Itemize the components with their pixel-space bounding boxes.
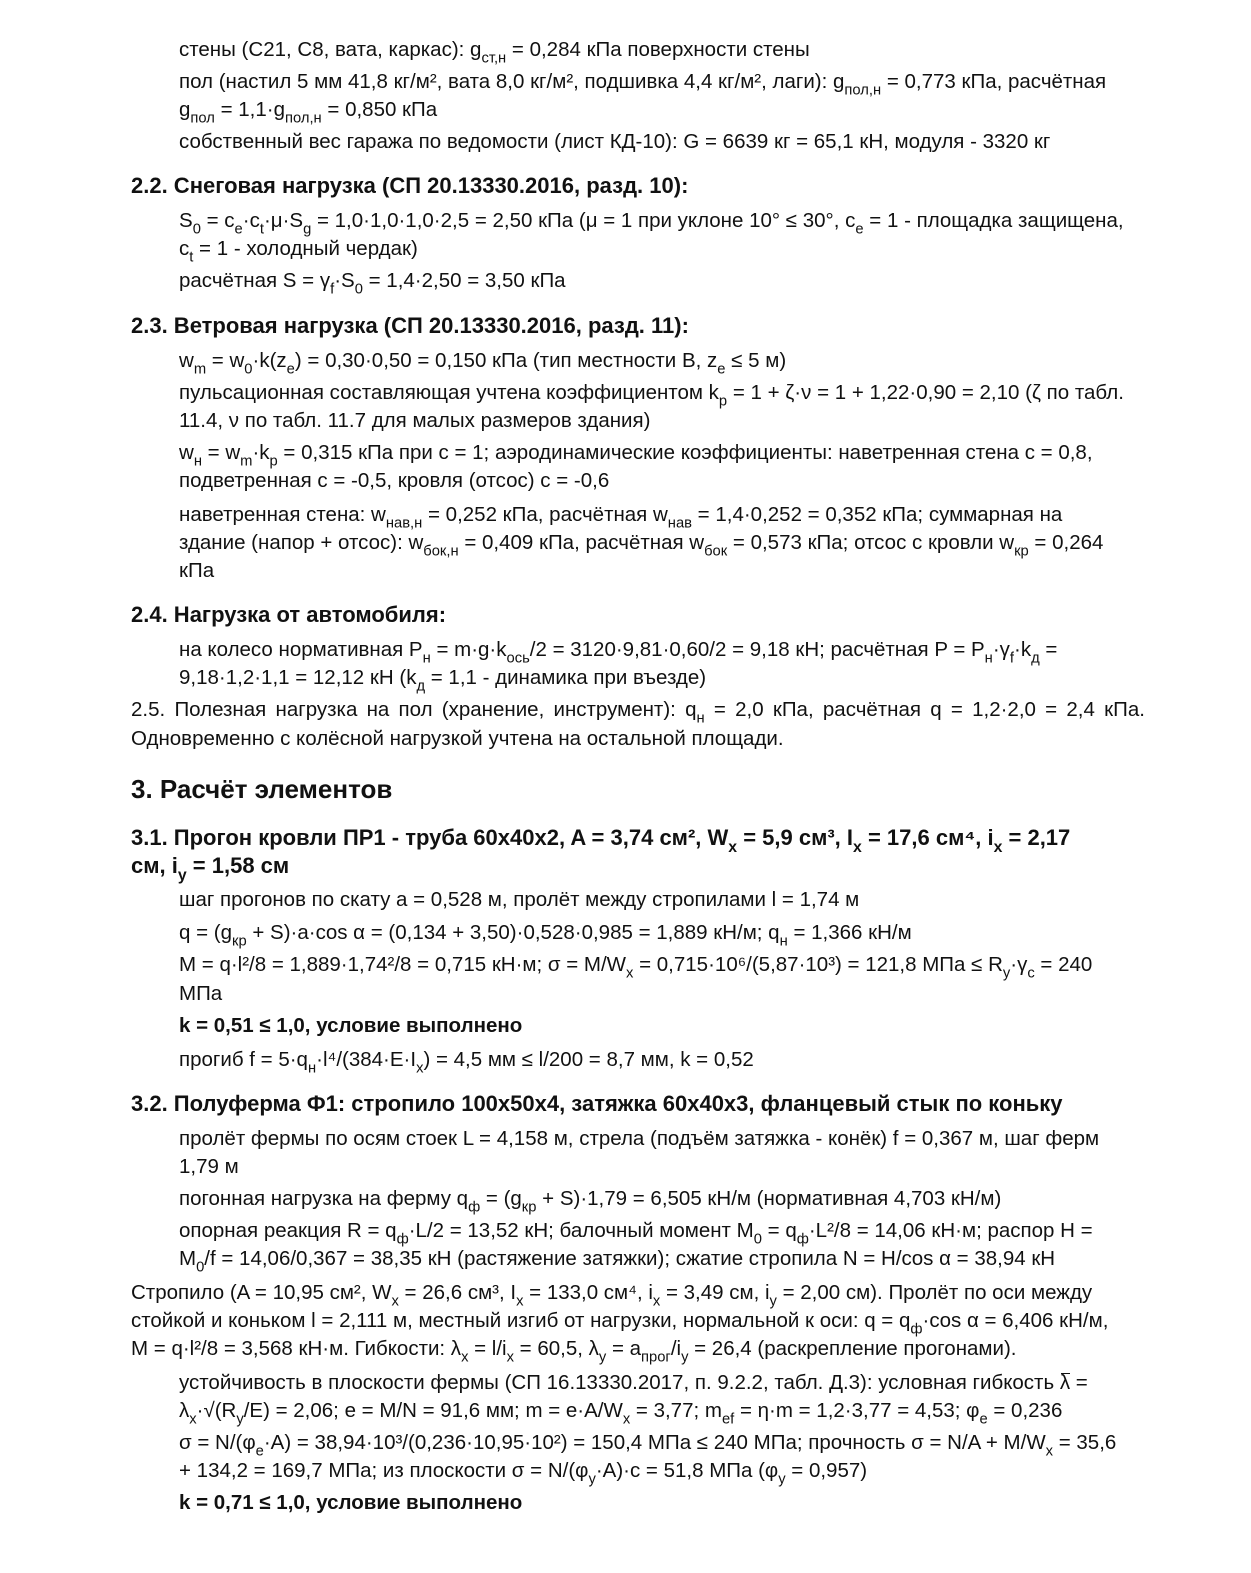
walls-load-line [179,38,810,67]
text-run: + 134,2 = 169,7 МПа; из плоскости σ = N/(φ [179,1459,589,1482]
stability-line-4 [179,1459,868,1488]
text-run: M [179,1247,197,1270]
subscript: x [189,1411,197,1428]
purlin-line-3 [179,953,1093,982]
text-run: /i [670,1337,682,1360]
text-run: = 0,573 кПа; отсос с кровли w [727,531,1015,554]
wind-line-8: кПа [179,559,215,582]
rafter-paragraph-line-1 [131,1281,1093,1310]
text-run: опорная реакция R = q [179,1219,397,1242]
text-run: ·cos α = 6,406 кН/м, [922,1309,1109,1332]
text-run: Стропило (A = 10,95 см², W [131,1281,392,1304]
text-run: = l/i [468,1337,507,1360]
subscript: x [391,1293,399,1310]
text-run: w [179,441,194,464]
text-run: ·L/2 = 13,52 кН; балочный момент M [408,1219,754,1242]
rafter-paragraph-line-3 [131,1337,1017,1366]
text-run: см, i [131,853,178,878]
purlin-line-1: шаг прогонов по скату a = 0,528 м, пролёт между стропилами l = 1,74 м [179,888,860,911]
word: q [930,698,942,721]
subscript: m [240,453,253,470]
text-run: = 0,315 кПа при c = 1; аэродинамические коэффициенты: наветренная стена c = 0,8, [277,441,1093,464]
subscript: y [177,867,187,885]
subscript: e [855,221,864,238]
subscript: н [193,453,202,470]
subscript: 0 [753,1231,762,1248]
text-run: = 0,284 кПа поверхности стены [506,38,810,61]
stability-line-1 [179,1371,1088,1395]
text-run: = w [201,441,241,464]
text-run: = 1 - площадка защищена, [863,209,1124,232]
text-run: λ [179,1399,190,1422]
subscript: y [598,1349,607,1366]
text-run: = 0,236 [987,1399,1063,1422]
subscript: c [1027,965,1035,982]
subscript: н [422,650,431,667]
subscript: пол [190,110,215,127]
subscript: кр [232,933,247,950]
text-run: ·A)·c = 51,8 МПа (φ [595,1459,779,1482]
wind-line-6 [179,503,1063,532]
subscript: x [1045,1443,1054,1460]
text-run: на колесо нормативная P [179,638,423,661]
subscript: f [1009,650,1015,667]
purlin-heading-2 [131,852,290,885]
text-run: w [179,349,194,372]
text-run: ·c [242,209,260,232]
text-run: = 3,77; m [630,1399,722,1422]
text-run: ·γ [992,638,1010,661]
text-run: пол (настил 5 мм 41,8 кг/м², вата 8,0 кг/м², подшивка 4,4 кг/м², лаги): g [179,70,845,93]
word: 1,2·2,0 [972,698,1036,721]
section-3-heading: 3. Расчёт элементов [131,774,393,804]
subscript: e [234,221,243,238]
subscript: ф [796,1231,809,1248]
text-run: = 0,715·10⁶/(5,87·10³) = 121,8 МПа ≤ R [633,953,1003,976]
text-run: ·k [1014,638,1032,661]
subscript: y [769,1293,777,1310]
text-run: = [1070,1371,1088,1394]
stability-line-3 [179,1431,1117,1460]
subscript: прог [641,1349,671,1366]
word: 2,0 [735,698,764,721]
subscript: ef [721,1411,735,1428]
text-run: = 2,00 см). Пролёт по оси между [776,1281,1093,1304]
text-run: = 17,6 см⁴, i [861,825,994,850]
subscript: e [979,1411,988,1428]
subscript: x [516,1293,524,1310]
text-run: = 1,4·0,252 = 0,352 кПа; суммарная на [691,503,1063,526]
subscript: x [626,965,634,982]
floor-design-line [179,98,438,127]
text-run: расчётная S = γ [179,269,331,292]
subscript: бок,н [423,543,459,560]
text-run: 3.1. Прогон кровли ПР1 - труба 60x40x2, A = 3,74 см², W [131,825,729,850]
text-run: 9,18·1,2·1,1 = 12,12 кН (k [179,666,417,689]
text-run: M = q·l²/8 = 3,568 кН·м. Гибкости: λ [131,1337,462,1360]
subscript: y [778,1471,786,1488]
text-run: ·μ·S [263,209,304,232]
snow-design-line [179,269,566,298]
wind-line-5: подветренная c = -0,5, кровля (отсос) c = -0,6 [179,469,610,492]
wind-line-4 [179,441,1093,470]
word: (хранение, [441,698,545,721]
text-run: = 1,1 - динамика при въезде) [425,666,707,689]
subscript: x [728,839,738,857]
text-run: ·√(R [196,1399,237,1422]
subscript: x [461,1349,469,1366]
word: = [713,698,726,721]
self-weight-line: собственный вес гаража по ведомости (лист КД-10): G = 6639 кг = 65,1 кН, модуля - 3320 кг [179,130,1051,153]
text-run: погонная нагрузка на ферму q [179,1187,469,1210]
text-run: = m·g·k [430,638,507,661]
purlin-check: k = 0,51 ≤ 1,0, условие выполнено [179,1014,523,1037]
text-run: ·A) = 38,94·10³/(0,236·10,95·10²) = 150,4 МПа ≤ 240 МПа; прочность σ = N/A + M/W [263,1431,1046,1454]
subscript: t [189,249,194,266]
wind-heading: 2.3. Ветровая нагрузка (СП 20.13330.2016, разд. 11): [131,313,689,338]
subscript: бок [704,543,728,560]
subscript: нав [667,515,692,532]
snow-formula-line-2 [179,237,418,266]
text-run: /f = 14,06/0,367 = 38,35 кН (растяжение затяжки); сжатие стропила N = H/cos α = 38,94 кН [204,1247,1056,1270]
text-run: + S)·1,79 = 6,505 кН/м (нормативная 4,703 кН/м) [536,1187,1002,1210]
vehicle-line-2 [179,666,707,695]
text-run: ) = 4,5 мм ≤ l/200 = 8,7 мм, k = 0,52 [423,1048,754,1071]
subscript: m [193,361,207,378]
subscript: x [622,1411,631,1428]
truss-thrust-line [179,1247,1056,1276]
subscript: x [416,1060,424,1077]
word: Полезная [174,698,267,721]
wind-line-2 [179,381,1124,410]
subscript: н [696,710,705,727]
word: нагрузка [275,698,358,721]
text-run: = 3,49 см, i [660,1281,770,1304]
subscript: 0 [354,281,363,298]
subscript: p [718,393,728,410]
subscript: ф [468,1199,481,1216]
truss-heading: 3.2. Полуферма Ф1: стропило 100x50x4, затяжка 60x40x3, фланцевый стык по коньку [131,1091,1063,1116]
snow-formula-line [179,209,1124,238]
text-run: = 0,773 кПа, расчётная [881,70,1107,93]
subscript: x [853,839,862,857]
subscript: g [303,221,312,238]
subscript: кр [521,1199,537,1216]
subscript: e [255,1443,264,1460]
subscript: 0 [244,361,253,378]
subscript: y [236,1411,244,1428]
subscript: ось [506,650,530,667]
text-run: стены (C21, C8, вата, каркас): g [179,38,482,61]
stability-line-2 [179,1399,1063,1428]
text-run: ·γ [1010,953,1028,976]
text-run: q = (g [179,921,232,944]
text-run: M = q·l²/8 = 1,889·1,74²/8 = 0,715 кН·м; σ = M/W [179,953,627,976]
truss-line-2: 1,79 м [179,1155,239,1178]
word: = [1045,698,1058,721]
subscript: нав,н [385,515,423,532]
subscript: пол,н [844,82,882,99]
text-run: = 0,252 кПа, расчётная w [422,503,668,526]
subscript: ст,н [481,50,507,67]
word: = [950,698,963,721]
text-run: стойкой и коньком l = 2,111 м, местный изгиб от нагрузки, нормальной к оси: q = q [131,1309,911,1332]
subscript: ф [910,1321,923,1338]
word: расчётная [822,698,922,721]
word: 2.5. [131,698,166,721]
subscript: кр [1014,543,1029,560]
text-run: q [685,698,697,721]
subscript: f [330,281,335,298]
text-run: устойчивость в плоскости фермы (СП 16.13330.2017, п. 9.2.2, табл. Д.3): условная гибкость [179,1371,1060,1394]
wind-line-1 [179,349,787,378]
subscript: 0 [192,221,201,238]
truss-line-1: пролёт фермы по осям стоек L = 4,158 м, стрела (подъём затяжка - конёк) f = 0,367 м, шаг ферм [179,1127,1100,1150]
purlin-deflection-line [179,1048,754,1077]
purlin-line-4: МПа [179,982,223,1005]
subscript: t [259,221,264,238]
text-run: = 0,409 кПа, расчётная w [458,531,705,554]
subscript: ф [396,1231,409,1248]
text-run: = 1,366 кН/м [787,921,912,944]
text-run: = [1039,638,1058,661]
word: кПа, [772,698,814,721]
purlin-heading [131,824,1071,857]
text-run: ·S [334,269,355,292]
text-run: = 240 [1034,953,1093,976]
text-run: = 26,6 см³, I [398,1281,517,1304]
text-run: прогиб f = 5·q [179,1048,308,1071]
subscript: пол,н [284,110,322,127]
text-run: наветренная стена: w [179,503,386,526]
text-run: = (g [480,1187,522,1210]
word: инструмент): [553,698,676,721]
word: пол [398,698,433,721]
purlin-line-2 [179,921,912,950]
subscript: x [652,1293,661,1310]
subscript: д [416,678,426,695]
text-run: = 1,4·2,50 = 3,50 кПа [362,269,566,292]
text-run: S [179,209,193,232]
word: кПа. [1104,698,1145,721]
wind-line-3: 11.4, ν по табл. 11.7 для малых размеров здания) [179,409,651,432]
subscript: x [506,1349,514,1366]
text-run: = 0,264 [1028,531,1104,554]
text-run: пульсационная составляющая учтена коэффициентом k [179,381,719,404]
text-run: = 1,1·g [214,98,285,121]
truss-load-line [179,1187,1002,1216]
subscript: д [1031,650,1040,667]
text-run: g [179,98,191,121]
text-run: = 2,17 [1002,825,1071,850]
text-run: = 60,5, λ [513,1337,599,1360]
truss-check: k = 0,71 ≤ 1,0, условие выполнено [179,1491,523,1514]
subscript: y [681,1349,689,1366]
text-run: σ = N/(φ [179,1431,256,1454]
text-run: + S)·a·cos α = (0,134 + 3,50)·0,528·0,985 = 1,889 кН/м; q [246,921,780,944]
word: на [366,698,390,721]
text-run: ·l⁴/(384·E·I [316,1048,417,1071]
text-run: ·k [252,441,270,464]
useful-load-line [131,698,1145,727]
subscript: 0 [196,1259,205,1276]
subscript: н [984,650,993,667]
text-run: = 1 + ζ·ν = 1 + 1,22·0,90 = 2,10 (ζ по табл. [727,381,1124,404]
text-run: c [179,237,190,260]
text-run: ) = 0,30·0,50 = 0,150 кПа (тип местности B, z [294,349,718,372]
vehicle-heading: 2.4. Нагрузка от автомобиля: [131,602,447,627]
text-run: = w [206,349,245,372]
floor-load-line [179,70,1107,99]
text-run: = 1 - холодный чердак) [193,237,418,260]
text-run: ·k(z [252,349,287,372]
truss-reaction-line [179,1219,1093,1248]
subscript: p [269,453,278,470]
text-run: /E) = 2,06; e = M/N = 91,6 мм; m = e·A/W [243,1399,623,1422]
text-run: = 0,957) [785,1459,868,1482]
text-run: ≤ 5 м) [725,349,787,372]
word [685,698,705,727]
subscript: e [717,361,726,378]
subscript: н [307,1060,317,1077]
text-run: = 26,4 (раскрепление прогонами). [688,1337,1017,1360]
text-run: здание (напор + отсос): w [179,531,424,554]
useful-load-line-2: Одновременно с колёсной нагрузкой учтена на остальной площади. [131,727,784,750]
text-run: = 1,0·1,0·1,0·2,5 = 2,50 кПа (μ = 1 при уклоне 10° ≤ 30°, c [311,209,856,232]
snow-heading: 2.2. Снеговая нагрузка (СП 20.13330.2016, разд. 10): [131,173,689,198]
text-run: /2 = 3120·9,81·0,60/2 = 9,18 кН; расчётная P = P [529,638,985,661]
text-run: = η·m = 1,2·3,77 = 4,53; φ [734,1399,980,1422]
text-run: ·L²/8 = 14,06 кН·м; распор H = [808,1219,1093,1242]
vehicle-line-1 [179,638,1058,667]
wind-line-7 [179,531,1104,560]
subscript: e [286,361,295,378]
subscript: н [779,933,788,950]
word: 2,4 [1066,698,1095,721]
text-run: = 0,850 кПа [321,98,438,121]
subscript: x [993,839,1003,857]
subscript: y [588,1471,596,1488]
text-run: = 5,9 см³, I [737,825,854,850]
text-run: = a [606,1337,642,1360]
overlined-symbol: λ [1059,1371,1071,1394]
rafter-paragraph-line-2 [131,1309,1109,1338]
text-run: = 133,0 см⁴, i [523,1281,653,1304]
text-run: = q [761,1219,797,1242]
text-run: = c [200,209,235,232]
text-run: = 1,58 см [186,853,290,878]
text-run: = 35,6 [1053,1431,1117,1454]
subscript: y [1002,965,1011,982]
